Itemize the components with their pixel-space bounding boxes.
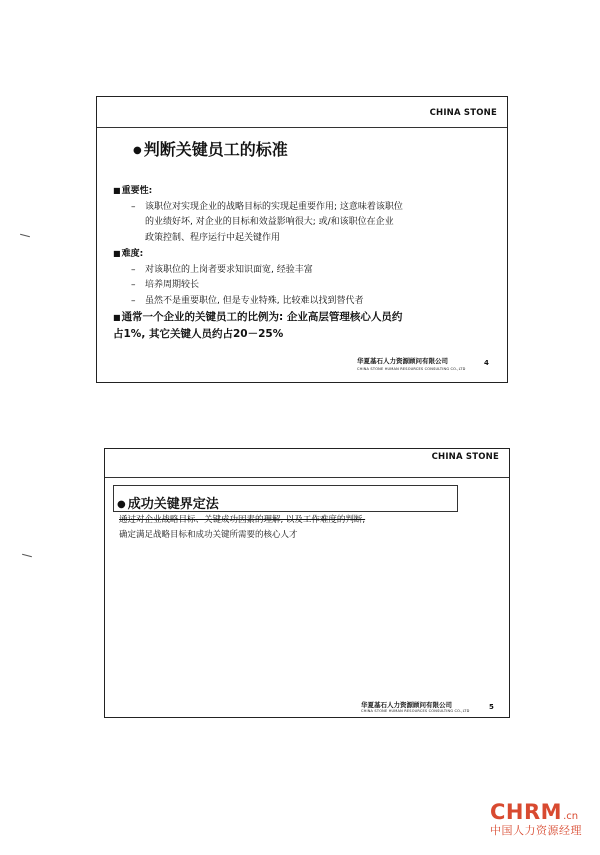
list-item: [113, 263, 403, 279]
dash-bullet-icon: –: [131, 264, 136, 275]
section-heading: [113, 246, 403, 263]
bullet-icon: ●: [117, 499, 126, 510]
ratio-line: [113, 326, 403, 343]
difficulty-heading: 难度:: [121, 249, 144, 259]
body-line: 通过对企业战略目标、关键成功因素的理解, 以及工作难度的判断,: [119, 515, 366, 525]
watermark-logo: CHRM: [490, 800, 563, 824]
margin-mark: [20, 234, 30, 238]
header-rule: [105, 477, 509, 478]
ratio-text-2: 占1%, 其它关键人员约占20－25%: [113, 328, 284, 340]
footer-company: 华夏基石人力资源顾问有限公司: [361, 701, 452, 709]
page-number: 5: [489, 703, 494, 711]
watermark-subtitle: 中国人力资源经理: [490, 824, 582, 837]
slide-title: [117, 493, 219, 512]
footer-company-english: CHINA STONE HUMAN RESOURCES CONSULTING CO.,LTD: [361, 709, 470, 713]
slide-body: [119, 513, 365, 543]
slide-title-text: 成功关键界定法: [127, 497, 219, 512]
slide-title-text: 判断关键员工的标准: [143, 140, 288, 159]
slide-4: [96, 96, 508, 383]
ratio-line: [113, 309, 403, 326]
watermark-suffix: .cn: [563, 811, 579, 822]
difficulty-text-2: 培养周期较长: [145, 280, 200, 290]
list-item: [113, 278, 403, 294]
ratio-text-1: 通常一个企业的关键员工的比例为: 企业高层管理核心人员约: [121, 311, 403, 323]
slide-body: [113, 183, 403, 343]
header-rule: [97, 127, 507, 128]
china-stone-logo: CHINA STONE: [429, 108, 497, 118]
list-item-cont: [113, 231, 403, 247]
square-bullet-icon: ■: [113, 313, 121, 322]
page-number: 4: [484, 359, 489, 367]
list-item: [113, 294, 403, 310]
square-bullet-icon: ■: [113, 249, 121, 258]
footer-company-english: CHINA STONE HUMAN RESOURCES CONSULTING CO.,LTD: [357, 367, 466, 371]
slide-title: [133, 137, 288, 160]
bullet-icon: ●: [133, 145, 142, 156]
importance-text-3: 政策控制、程序运行中起关键作用: [145, 232, 281, 243]
importance-text-2: 的业绩好坏, 对企业的目标和效益影响很大; 或/和该职位在企业: [145, 217, 394, 227]
dash-bullet-icon: –: [131, 295, 136, 306]
difficulty-text-1: 对该职位的上岗者要求知识面宽, 经验丰富: [145, 264, 313, 275]
dash-bullet-icon: –: [131, 201, 136, 212]
footer-company: 华夏基石人力资源顾问有限公司: [357, 357, 448, 365]
china-stone-logo: CHINA STONE: [431, 452, 499, 462]
slide-5: [104, 448, 510, 718]
chrm-watermark: [490, 800, 590, 838]
square-bullet-icon: ■: [113, 186, 121, 195]
difficulty-text-3: 虽然不是重要职位, 但是专业特殊, 比较难以找到替代者: [145, 295, 364, 306]
importance-heading: 重要性:: [121, 186, 153, 196]
list-item-cont: [113, 215, 403, 231]
dash-bullet-icon: –: [131, 280, 136, 290]
body-line: 确定满足战略目标和成功关键所需要的核心人才: [119, 530, 298, 540]
margin-mark: [22, 554, 32, 558]
section-heading: [113, 183, 403, 200]
list-item: [113, 200, 403, 216]
importance-text-1: 该职位对实现企业的战略目标的实现起重要作用; 这意味着该职位: [145, 201, 403, 212]
